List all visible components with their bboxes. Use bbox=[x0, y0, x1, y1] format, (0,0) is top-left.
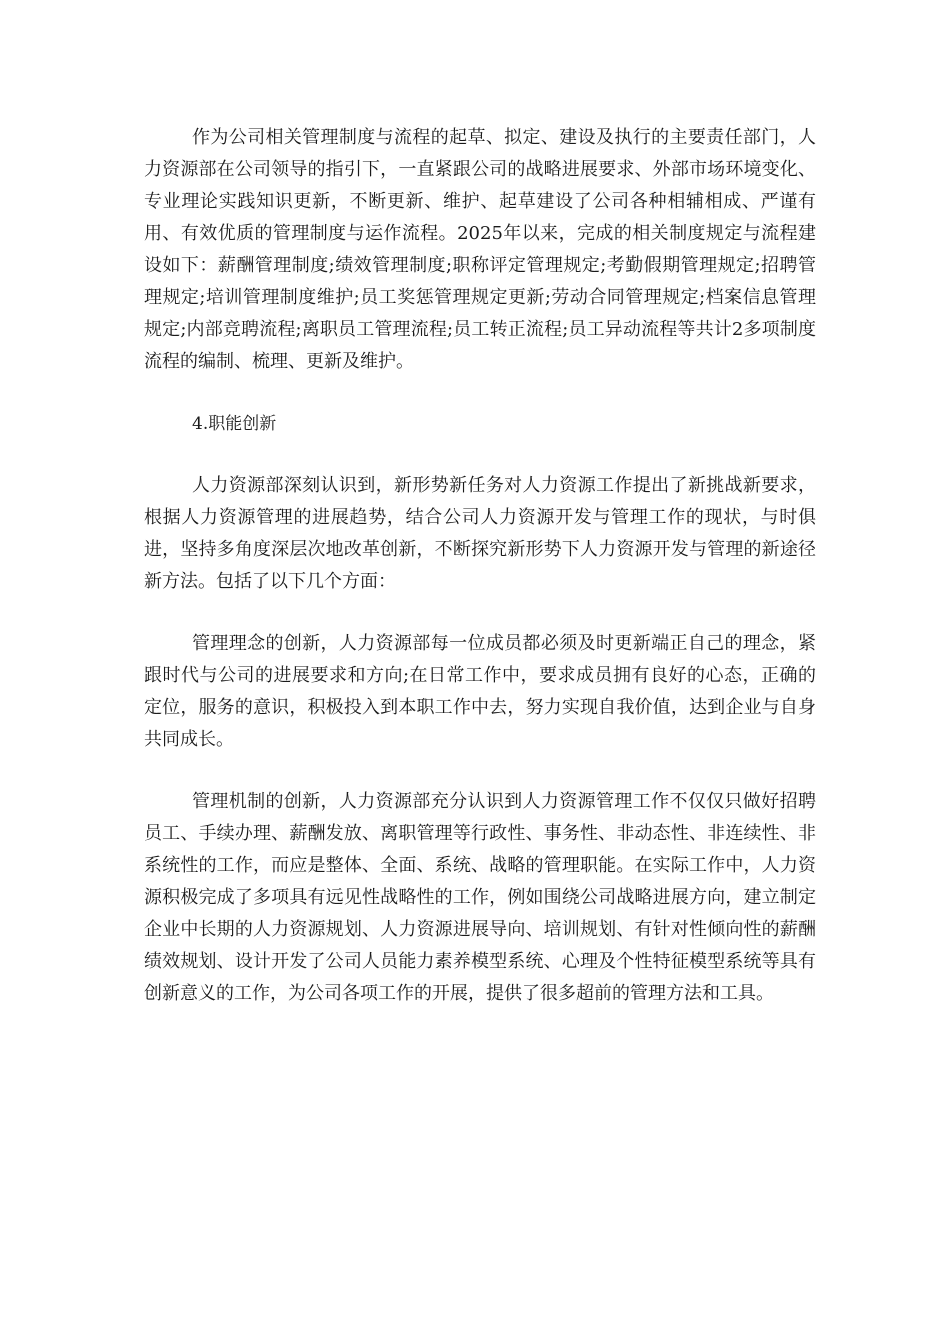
paragraph-innovation-intro: 人力资源部深刻认识到，新形势新任务对人力资源工作提出了新挑战新要求，根据人力资源管理的进展趋势，结合公司人力资源开发与管理工作的现状，与时俱进，坚持多角度深层次地改革创新，不断探究新形势下人力资源开发与管理的新途径新方法。包括了以下几个方面： bbox=[144, 475, 816, 592]
paragraph-concept-innovation: 管理理念的创新，人力资源部每一位成员都必须及时更新端正自己的理念，紧跟时代与公司的进展要求和方向;在日常工作中，要求成员拥有良好的心态，正确的定位，服务的意识，积极投入到本职工作中去，努力实现自我价值，达到企业与自身共同成长。 bbox=[144, 633, 816, 750]
paragraph-mechanism-innovation: 管理机制的创新，人力资源部充分认识到人力资源管理工作不仅仅只做好招聘员工、手续办理、薪酬发放、离职管理等行政性、事务性、非动态性、非连续性、非系统性的工作，而应是整体、全面、系统、战略的管理职能。在实际工作中，人力资源积极完成了多项具有远见性战略性的工作，例如围绕公司战略进展方向，建立制定企业中长期的人力资源规划、人力资源进展导向、培训规划、有针对性倾向性的薪酬绩效规划、设计开发了公司人员能力素养模型系统、心理及个性特征模型系统等具有创新意义的工作，为公司各项工作的开展，提供了很多超前的管理方法和工具。 bbox=[144, 791, 816, 1004]
paragraph-system-construction: 作为公司相关管理制度与流程的起草、拟定、建设及执行的主要责任部门，人力资源部在公司领导的指引下，一直紧跟公司的战略进展要求、外部市场环境变化、专业理论实践知识更新，不断更新、维护、起草建设了公司各种相辅相成、严谨有用、有效优质的管理制度与运作流程。2025年以来，完成的相关制度规定与流程建设如下：薪酬管理制度;绩效管理制度;职称评定管理规定;考勤假期管理规定;招聘管理规定;培训管理制度维护;员工奖惩管理规定更新;劳动合同管理规定;档案信息管理规定;内部竞聘流程;离职员工管理流程;员工转正流程;员工异动流程等共计2多项制度流程的编制、梳理、更新及维护。 bbox=[144, 127, 816, 372]
section-heading-function-innovation: 4.职能创新 bbox=[192, 414, 277, 434]
document-body bbox=[144, 122, 816, 1040]
